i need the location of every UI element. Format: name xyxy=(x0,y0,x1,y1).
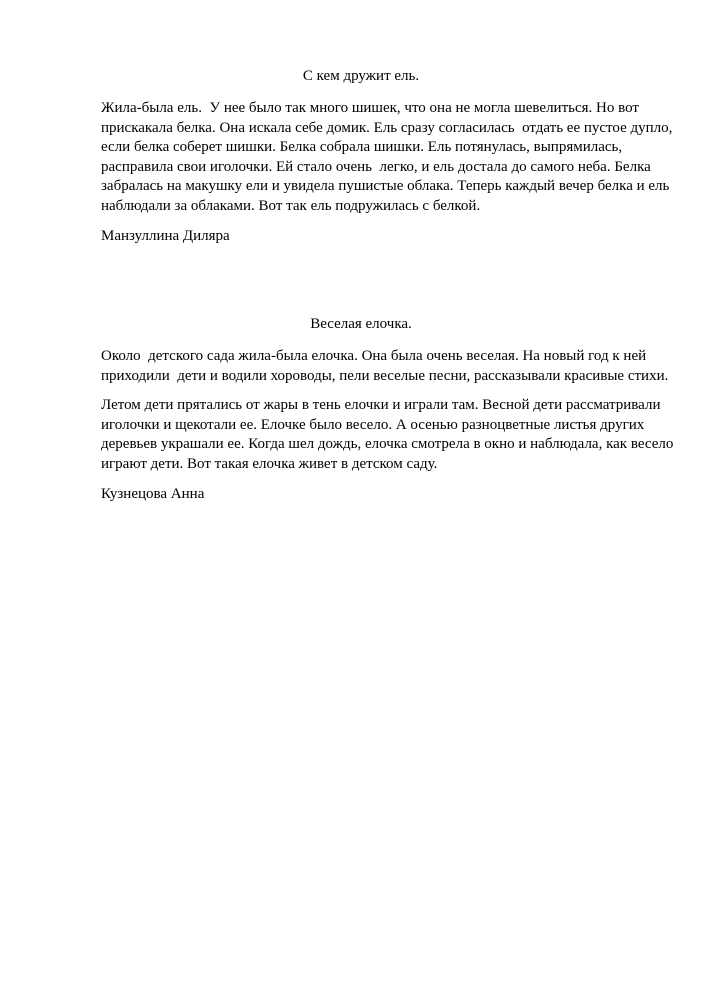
story-title: Веселая елочка. xyxy=(310,316,412,332)
text-line: иголочки и щекотали ее. Елочке было весело. А осенью разноцветные листья других xyxy=(101,416,645,433)
story-paragraph xyxy=(101,99,673,217)
text-line: расправила свои иголочки. Ей стало очень легко, и ель достала до самого неба. Белка xyxy=(101,158,651,175)
story-author: Кузнецова Анна xyxy=(101,485,205,502)
story-section xyxy=(101,66,673,246)
text-line: если белка соберет шишки. Белка собрала шишки. Ель потянулась, выпрямилась, xyxy=(101,139,623,156)
story-section xyxy=(101,314,674,504)
text-line: приходили дети и водили хороводы, пели веселые песни, рассказывали красивые стихи. xyxy=(101,367,669,384)
text-line: играют дети. Вот такая елочка живет в детском саду. xyxy=(101,455,438,472)
text-line: Летом дети прятались от жары в тень елочки и играли там. Весной дети рассматривали xyxy=(101,397,661,414)
story-author: Манзуллина Диляра xyxy=(101,227,230,244)
story-paragraph xyxy=(101,347,669,386)
text-line: деревьев украшали ее. Когда шел дождь, елочка смотрела в окно и наблюдала, как весело xyxy=(101,436,674,453)
text-line: наблюдали за облаками. Вот так ель подружилась с белкой. xyxy=(101,197,481,214)
story-title: С кем дружит ель. xyxy=(302,68,420,84)
text-line: прискакала белка. Она искала себе домик. Ель сразу согласилась отдать ее пустое дупло, xyxy=(101,119,673,136)
text-line: Около детского сада жила-была елочка. Она была очень веселая. На новый год к ней xyxy=(101,348,647,364)
text-line: Жила-была ель. У нее было так много шишек, что она не могла шевелиться. Но вот xyxy=(101,100,639,116)
story-paragraph xyxy=(101,396,674,474)
text-line: забралась на макушку ели и увидела пушистые облака. Теперь каждый вечер белка и ель xyxy=(101,178,670,195)
